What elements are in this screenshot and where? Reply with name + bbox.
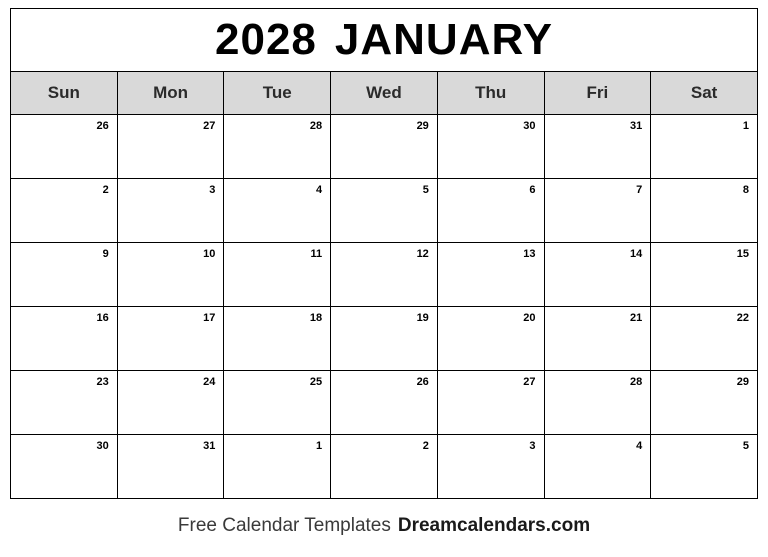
day-cell[interactable] [544,243,651,307]
day-cell[interactable] [331,243,438,307]
day-number: 30 [523,120,536,132]
day-cell[interactable] [11,371,118,435]
day-cell[interactable] [11,435,118,499]
day-number: 13 [523,248,536,260]
weekday-header-tue: Tue [224,72,331,115]
day-number: 16 [96,312,109,324]
day-cell[interactable] [224,115,331,179]
weekday-header-sat: Sat [651,72,758,115]
day-number: 4 [315,184,323,196]
day-cell[interactable] [11,115,118,179]
day-cell[interactable] [331,307,438,371]
calendar-week-row [11,179,758,243]
day-number: 21 [629,312,643,324]
calendar-week-row [11,243,758,307]
day-number: 24 [203,376,216,388]
day-cell[interactable] [331,371,438,435]
day-number: 3 [209,184,216,196]
day-cell[interactable] [224,307,331,371]
weekday-header-row [11,72,758,115]
page-title [215,15,553,64]
title-year: 2028 [215,15,317,64]
day-number: 1 [742,120,749,132]
day-number: 15 [736,248,749,260]
day-cell[interactable] [544,307,651,371]
day-number: 1 [315,440,323,452]
day-number: 5 [742,440,749,452]
day-number: 14 [629,248,643,260]
day-cell[interactable] [437,243,544,307]
day-number: 3 [529,440,536,452]
weekday-header-sun: Sun [11,72,118,115]
calendar-title-cell [11,9,758,72]
day-number: 29 [416,120,429,132]
day-cell[interactable] [224,179,331,243]
calendar-table [10,8,758,499]
day-number: 6 [529,184,536,196]
day-cell[interactable] [11,179,118,243]
day-cell[interactable] [437,307,544,371]
day-cell[interactable] [331,115,438,179]
day-cell[interactable] [651,435,758,499]
day-cell[interactable] [437,179,544,243]
day-cell[interactable] [11,243,118,307]
day-cell[interactable] [544,435,651,499]
day-number: 31 [203,440,216,452]
day-number: 11 [310,248,323,260]
weekday-header-wed: Wed [331,72,438,115]
day-number: 19 [416,312,429,324]
day-number: 28 [629,376,643,388]
day-cell[interactable] [544,371,651,435]
weekday-header-thu: Thu [437,72,544,115]
day-number: 22 [736,312,749,324]
day-number: 2 [102,184,109,196]
day-number: 17 [203,312,216,324]
day-number: 20 [523,312,536,324]
day-number: 5 [422,184,429,196]
day-number: 26 [96,120,109,132]
day-number: 27 [203,120,216,132]
day-number: 25 [309,376,323,388]
day-cell[interactable] [117,243,224,307]
day-number: 31 [629,120,643,132]
day-cell[interactable] [437,115,544,179]
day-number: 10 [203,248,216,260]
day-cell[interactable] [331,179,438,243]
day-cell[interactable] [331,435,438,499]
weekday-header-mon: Mon [117,72,224,115]
calendar-week-row [11,307,758,371]
day-number: 7 [636,184,643,196]
day-cell[interactable] [224,243,331,307]
day-number: 2 [422,440,429,452]
day-cell[interactable] [437,435,544,499]
day-cell[interactable] [224,435,331,499]
day-cell[interactable] [117,371,224,435]
day-cell[interactable] [651,371,758,435]
calendar-week-row [11,115,758,179]
day-cell[interactable] [117,435,224,499]
day-number: 8 [742,184,749,196]
day-cell[interactable] [117,179,224,243]
calendar-week-row [11,371,758,435]
calendar-week-row [11,435,758,499]
footer [10,499,758,557]
day-number: 29 [736,376,749,388]
title-month: JANUARY [334,15,553,64]
day-number: 18 [309,312,323,324]
day-number: 26 [416,376,429,388]
footer-brand[interactable]: Dreamcalendars.com [397,515,591,536]
day-cell[interactable] [117,115,224,179]
day-cell[interactable] [11,307,118,371]
calendar-title-row [11,9,758,72]
day-cell[interactable] [651,179,758,243]
day-number: 9 [102,248,109,260]
footer-text: Free Calendar Templates [177,515,391,536]
day-number: 27 [523,376,536,388]
day-number: 4 [636,440,643,452]
day-cell[interactable] [224,371,331,435]
weekday-header-fri: Fri [544,72,651,115]
day-number: 28 [309,120,323,132]
day-cell[interactable] [544,179,651,243]
day-cell[interactable] [651,243,758,307]
day-cell[interactable] [437,371,544,435]
day-cell[interactable] [117,307,224,371]
day-number: 12 [416,248,429,260]
day-cell[interactable] [651,307,758,371]
day-number: 30 [96,440,109,452]
day-cell[interactable] [651,115,758,179]
day-number: 23 [96,376,109,388]
day-cell[interactable] [544,115,651,179]
